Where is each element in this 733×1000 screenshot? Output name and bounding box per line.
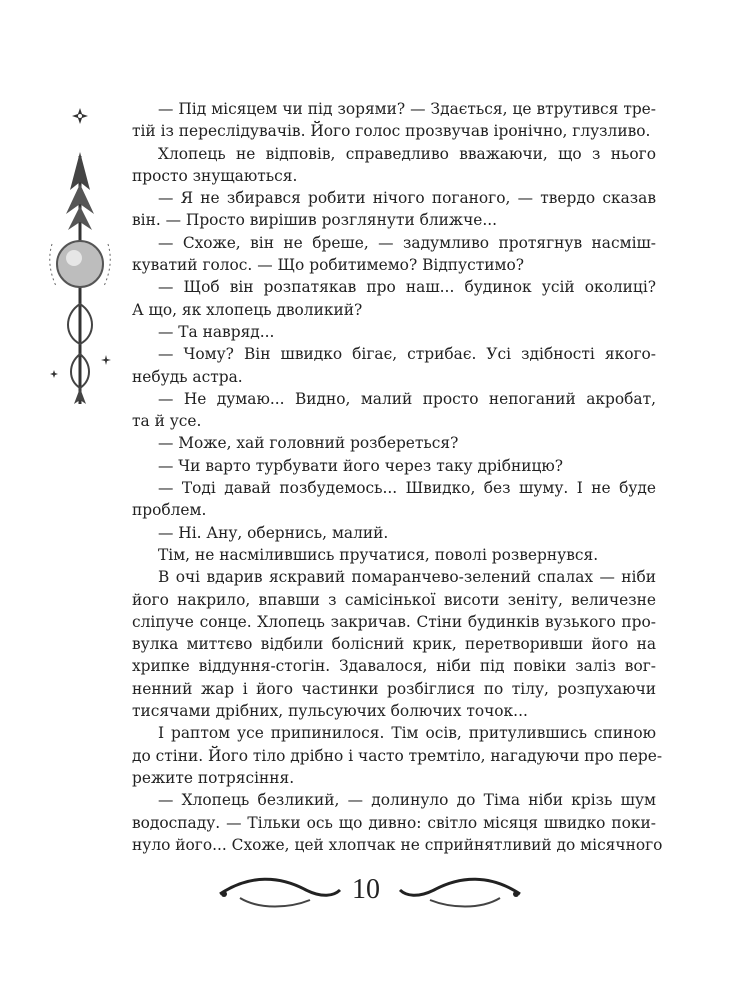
text-line: — Та навряд...	[158, 322, 275, 341]
text-line: А що, як хлопець дволикий?	[132, 300, 363, 319]
text-line: — Чому? Він швидко бігає, стрибає. Усі здібності якого-	[158, 345, 656, 364]
text-line: куватий голос. — Що робитимемо? Відпустимо?	[132, 256, 524, 275]
body-text	[132, 98, 663, 856]
text-line: його накрило, впавши з самісінької висоти зеніту, величезне	[132, 590, 656, 609]
page-number: 10	[352, 874, 380, 905]
ornamental-arrow-illustration	[36, 104, 126, 420]
text-line: — Я не збирався робити нічого поганого, — твердо сказав	[158, 189, 656, 208]
text-line: небудь астра.	[132, 367, 243, 386]
text-line: хрипке віддуння-стогін. Здавалося, ніби під повіки заліз вог-	[132, 657, 656, 676]
sparkle-icon	[101, 355, 111, 365]
text-line: — Може, хай головний розбереться?	[158, 434, 459, 453]
text-line: водоспаду. — Тільки ось що дивно: світло місяця швидко поки-	[132, 813, 656, 832]
text-line: проблем.	[132, 501, 207, 520]
text-line: нуло його... Схоже, цей хлопчак не сприйнятливий до місячного	[132, 835, 663, 854]
text-line: сліпуче сонце. Хлопець закричав. Стіни будинків вузького про-	[132, 612, 656, 631]
text-line: — Не думаю... Видно, малий просто непоганий акробат,	[158, 389, 656, 408]
text-line: він. — Просто вирішив розглянути ближче...	[132, 211, 498, 230]
sparkle-icon	[50, 370, 58, 378]
text-line: — Під місяцем чи під зорями? — Здається, це втрутився тре-	[158, 100, 656, 118]
text-line: — Щоб він розпатякав про наш... будинок усій околиці?	[158, 278, 656, 297]
text-line: — Схоже, він не бреше, — задумливо протягнув насміш-	[158, 233, 656, 252]
small-star-icon	[72, 108, 88, 124]
text-line: Тім, не насмілившись пручатися, поволі розвернувся.	[158, 545, 599, 564]
text-line: вулка миттєво відбили болісний крик, перетворивши його на	[132, 635, 656, 654]
text-line: до стіни. Його тіло дрібно і часто тремтіло, нагадуючи про пере-	[132, 746, 663, 765]
text-line: просто знущаються.	[132, 166, 298, 185]
text-line: тій із переслідувачів. Його голос прозвучав іронічно, глузливо.	[132, 122, 651, 141]
text-line: ненний жар і його частинки розбіглися по тілу, розпухаючи	[132, 679, 656, 698]
text-line: — Тоді давай позбудемось... Швидко, без шуму. І не буде	[158, 479, 656, 498]
text-line: — Хлопець безликий, — долинуло до Тіма ніби крізь шум	[158, 791, 656, 810]
text-line: — Чи варто турбувати його через таку дрібницю?	[158, 456, 564, 475]
text-line: режите потрясіння.	[132, 768, 295, 787]
text-line: Хлопець не відповів, справедливо вважаючи, що з нього	[158, 144, 656, 163]
text-line: — Ні. Ану, обернись, малий.	[158, 523, 389, 542]
text-line: І раптом усе припинилося. Тім осів, притулившись спиною	[158, 724, 656, 743]
text-line: та й усе.	[132, 412, 202, 431]
text-line: В очі вдарив яскравий помаранчево-зелений спалах — ніби	[158, 568, 656, 587]
text-line: тисячами дрібних, пульсуючих болючих точок...	[132, 702, 528, 721]
